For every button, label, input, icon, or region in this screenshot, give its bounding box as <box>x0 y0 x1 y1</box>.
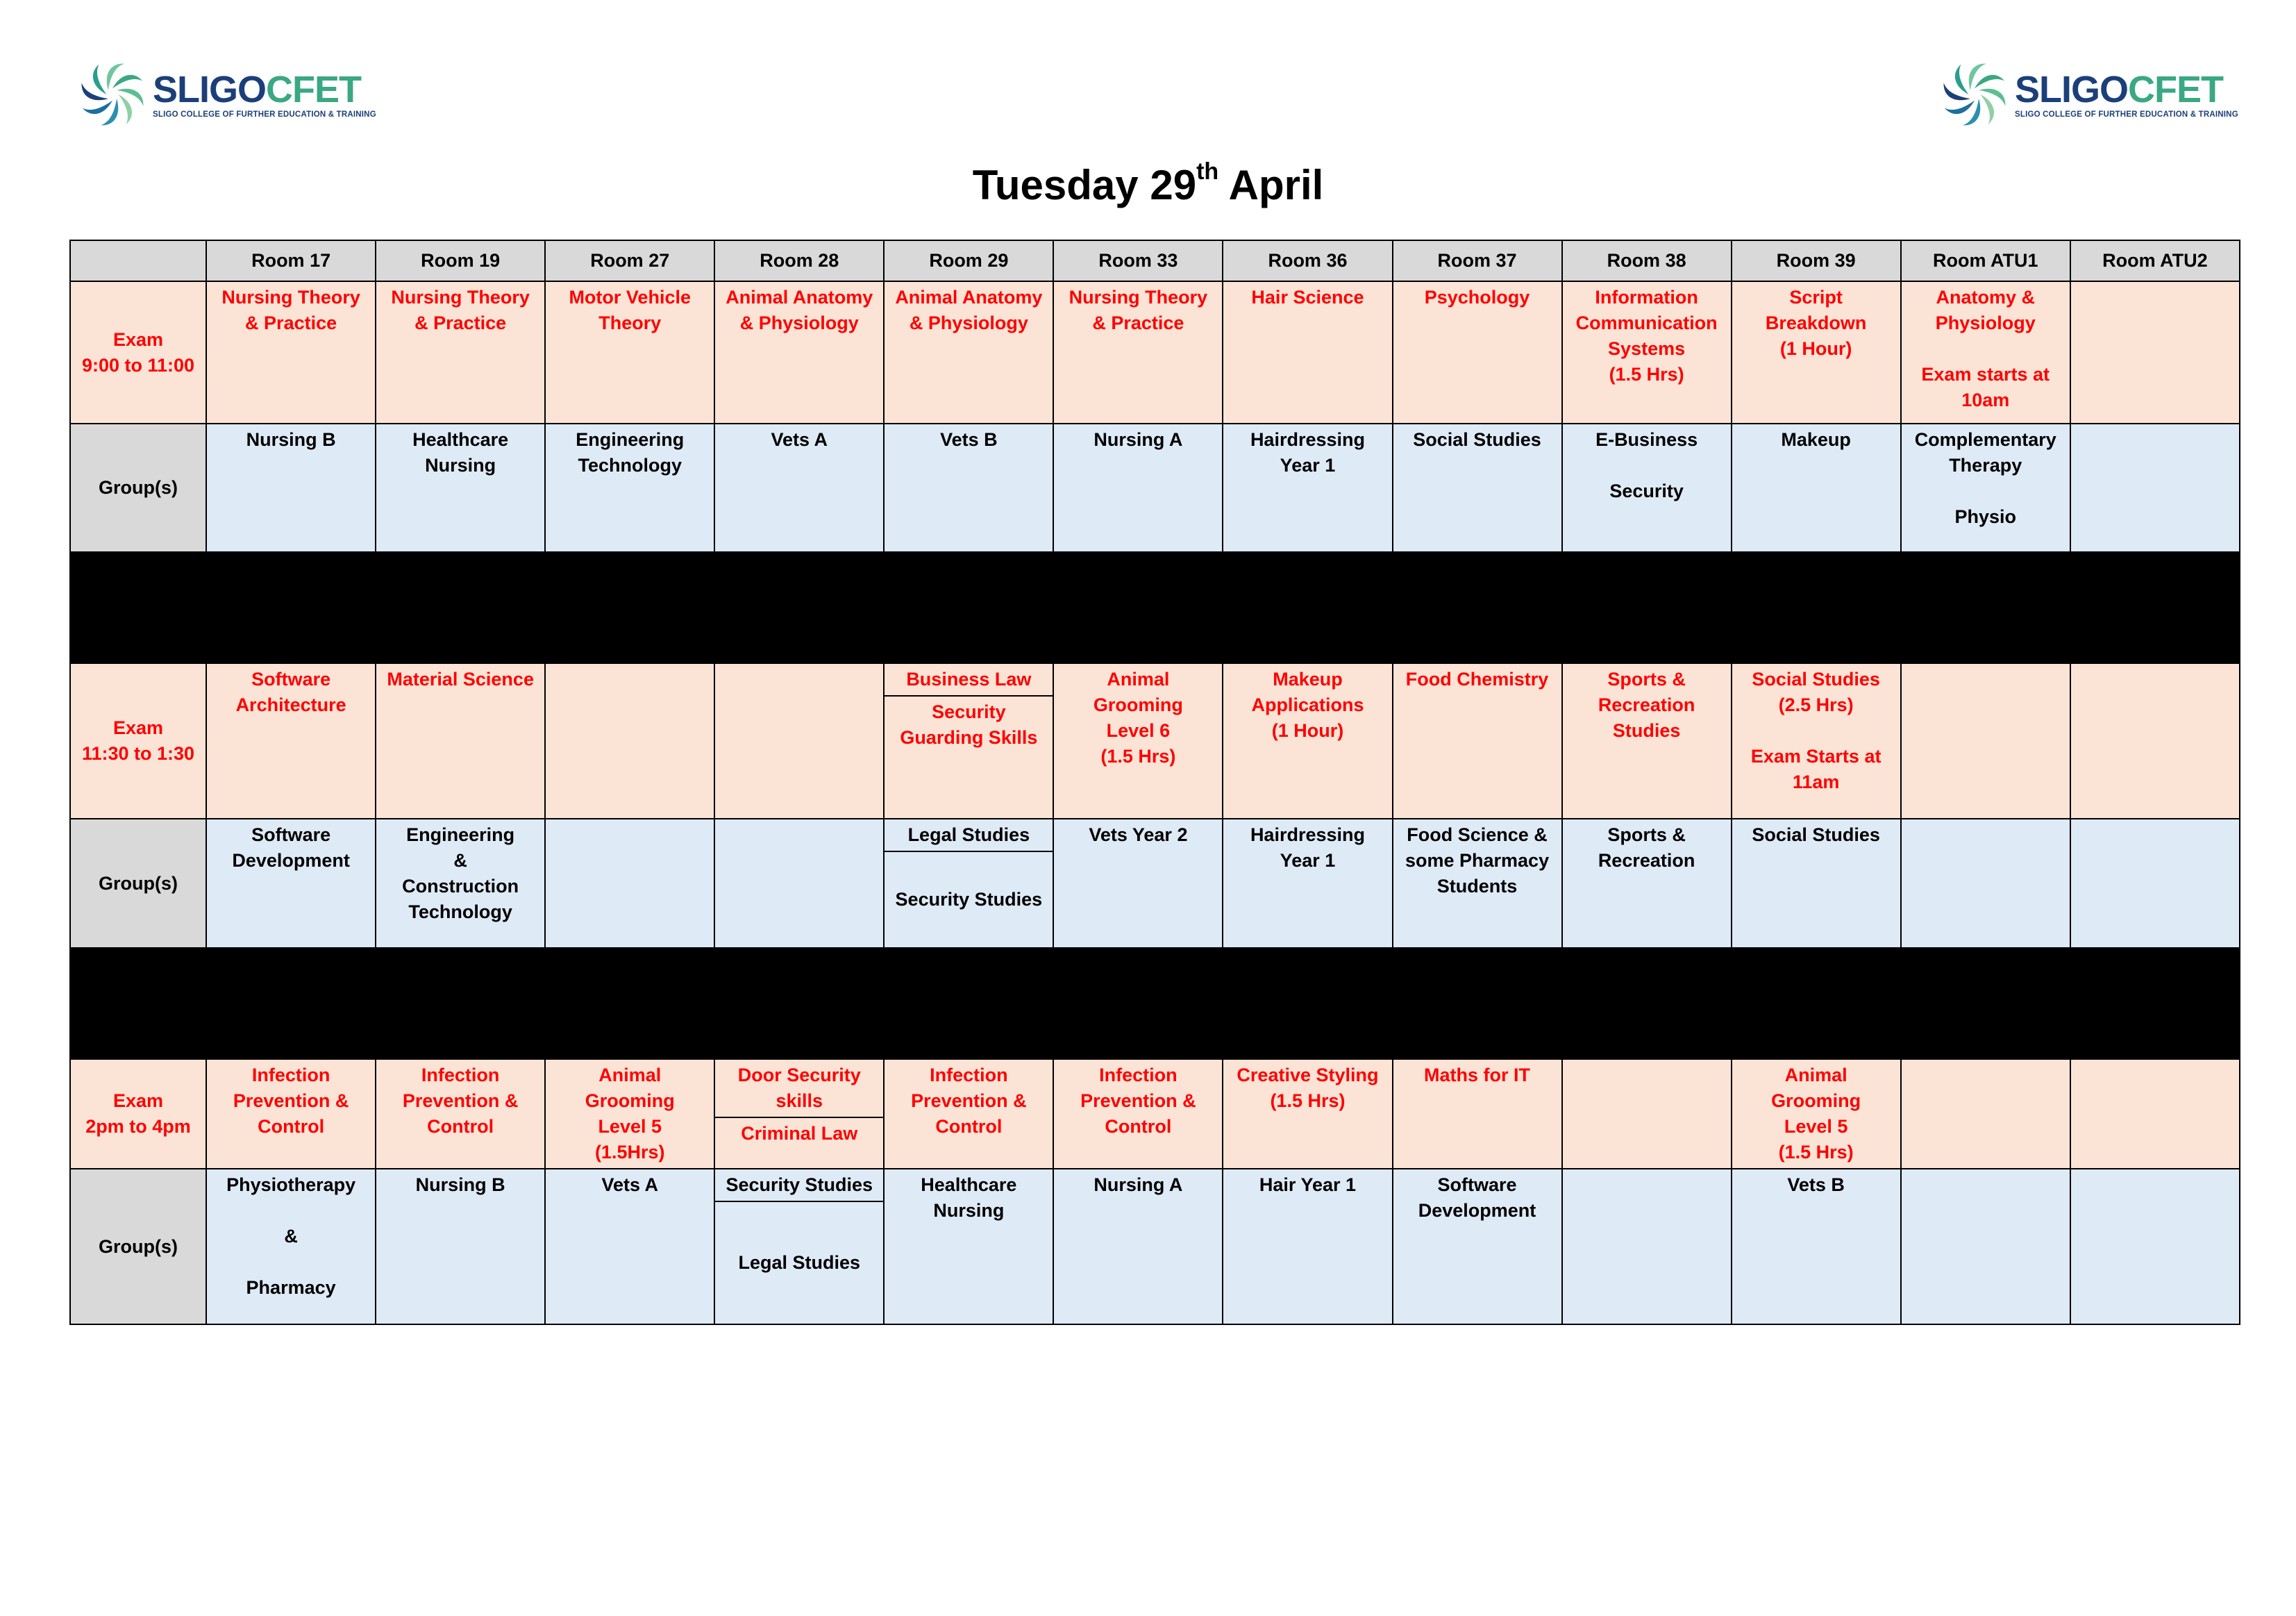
exam-cell <box>1562 1059 1732 1169</box>
exam-subject <box>546 664 714 669</box>
group-cell <box>206 424 376 552</box>
group-name: Physiotherapy & Pharmacy <box>226 1174 356 1298</box>
exam-cell <box>545 1059 714 1169</box>
group-cell <box>545 819 714 948</box>
group-cell <box>884 819 1053 948</box>
group-cell <box>1732 819 1901 948</box>
room-header: Room 39 <box>1732 240 1901 281</box>
group-cell <box>1393 1169 1562 1324</box>
exam-subject: Criminal Law <box>741 1123 858 1144</box>
group-name: Social Studies <box>1752 824 1880 845</box>
room-header: Room 17 <box>206 240 376 281</box>
group-row <box>70 1169 2240 1324</box>
exam-subject <box>2071 1060 2239 1065</box>
group-cell <box>376 819 545 948</box>
group-name <box>1902 819 2070 825</box>
group-cell <box>884 424 1053 552</box>
exam-cell <box>1732 1059 1901 1169</box>
room-header: Room 37 <box>1393 240 1562 281</box>
exam-subject: Hair Science <box>1251 287 1364 308</box>
exam-subject: Animal Grooming Level 5 (1.5 Hrs) <box>1771 1065 1861 1163</box>
break-separator <box>70 948 2240 1059</box>
exam-subject: Security Guarding Skills <box>900 701 1038 748</box>
exam-subject: Software Architecture <box>235 669 346 715</box>
group-name <box>1902 1169 2070 1175</box>
session-time-text: Exam 2pm to 4pm <box>85 1090 191 1137</box>
exam-cell <box>1393 1059 1562 1169</box>
room-header: Room 28 <box>714 240 884 281</box>
group-cell <box>545 1169 714 1324</box>
room-header-row <box>70 240 2240 281</box>
group-cell <box>1053 1169 1223 1324</box>
exam-subject <box>1563 1060 1731 1065</box>
group-name: Vets Year 2 <box>1089 824 1188 845</box>
exam-cell <box>376 663 545 819</box>
exam-cell <box>1901 281 2070 424</box>
exam-subject: Animal Grooming Level 5 (1.5Hrs) <box>585 1065 675 1163</box>
exam-cell <box>2070 281 2240 424</box>
group-cell <box>1393 424 1562 552</box>
break-separator <box>70 552 2240 663</box>
exam-subject: Infection Prevention & Control <box>233 1065 349 1137</box>
group-name: Nursing A <box>1093 429 1183 450</box>
exam-subject: Information Communication Systems (1.5 Hrs) <box>1575 287 1718 385</box>
logo-name: SLIGOCFET <box>2015 69 2224 110</box>
exam-subject: Door Security skills <box>715 1060 883 1118</box>
exam-subject: Creative Styling (1.5 Hrs) <box>1237 1065 1379 1111</box>
group-name: Security Studies <box>895 889 1043 910</box>
group-cell <box>1053 424 1223 552</box>
exam-cell <box>714 663 884 819</box>
group-name: Social Studies <box>1413 429 1541 450</box>
exam-subject: Food Chemistry <box>1405 669 1549 690</box>
logo-tagline: SLIGO COLLEGE OF FURTHER EDUCATION & TRAINING <box>2015 110 2238 119</box>
group-label-text: Group(s) <box>99 1235 178 1257</box>
exam-subject: Maths for IT <box>1424 1065 1531 1085</box>
exam-timetable <box>69 240 2240 1325</box>
group-cell <box>1901 1169 2070 1324</box>
session-time-text: Exam 9:00 to 11:00 <box>81 328 195 376</box>
exam-cell <box>1053 281 1223 424</box>
group-name: Nursing B <box>415 1174 505 1195</box>
session-time-label <box>70 1059 206 1169</box>
group-name: Complementary Therapy Physio <box>1914 429 2056 527</box>
exam-cell <box>1393 281 1562 424</box>
exam-subject <box>1902 664 2070 669</box>
exam-subject: Makeup Applications (1 Hour) <box>1251 669 1364 741</box>
exam-subject: Anatomy & Physiology Exam starts at 10am <box>1921 287 2050 410</box>
group-cell <box>884 1169 1053 1324</box>
exam-subject: Animal Grooming Level 6 (1.5 Hrs) <box>1093 669 1183 767</box>
group-cell <box>1901 819 2070 948</box>
exam-cell <box>2070 663 2240 819</box>
session-time-label <box>70 663 206 819</box>
group-cell <box>2070 424 2240 552</box>
group-cell <box>1393 819 1562 948</box>
group-name <box>2071 1169 2239 1175</box>
room-header: Room ATU2 <box>2070 240 2240 281</box>
group-name <box>546 819 714 825</box>
group-cell <box>376 424 545 552</box>
exam-subject: Social Studies (2.5 Hrs) Exam Starts at 11am <box>1750 669 1882 792</box>
group-name: Hairdressing Year 1 <box>1250 429 1365 476</box>
room-header: Room 19 <box>376 240 545 281</box>
page-title: Tuesday 29th April <box>972 158 1324 208</box>
exam-subject <box>2071 664 2239 669</box>
exam-cell <box>206 281 376 424</box>
exam-cell <box>1562 281 1732 424</box>
group-label <box>70 1169 206 1324</box>
exam-cell <box>545 663 714 819</box>
group-cell <box>376 1169 545 1324</box>
group-label-text: Group(s) <box>99 872 178 894</box>
exam-subject: Infection Prevention & Control <box>402 1065 519 1137</box>
exam-cell <box>884 281 1053 424</box>
group-name: E-Business Security <box>1595 429 1698 501</box>
exam-subject: Motor Vehicle Theory <box>569 287 691 333</box>
exam-subject: Nursing Theory & Practice <box>391 287 530 333</box>
college-logo-left <box>75 57 376 132</box>
group-name <box>715 819 883 825</box>
exam-cell <box>206 1059 376 1169</box>
exam-cell <box>206 663 376 819</box>
room-header: Room 27 <box>545 240 714 281</box>
exam-cell <box>1901 663 2070 819</box>
exam-cell <box>714 1059 884 1169</box>
group-cell <box>1732 424 1901 552</box>
group-cell <box>714 424 884 552</box>
group-cell <box>1053 819 1223 948</box>
group-name: Food Science & some Pharmacy Students <box>1405 824 1550 897</box>
group-cell <box>1562 819 1732 948</box>
group-label <box>70 424 206 552</box>
group-label-text: Group(s) <box>99 477 178 498</box>
group-name <box>2071 819 2239 825</box>
room-header: Room 33 <box>1053 240 1223 281</box>
room-header: Room 38 <box>1562 240 1732 281</box>
group-name: Healthcare Nursing <box>412 429 509 476</box>
group-name: Vets B <box>940 429 998 450</box>
exam-cell <box>1901 1059 2070 1169</box>
exam-cell <box>1223 281 1392 424</box>
exam-cell <box>1732 663 1901 819</box>
exam-cell <box>1562 663 1732 819</box>
group-name: Healthcare Nursing <box>921 1174 1017 1221</box>
group-name: Legal Studies <box>738 1252 861 1273</box>
logo-name: SLIGOCFET <box>153 69 362 110</box>
group-name: Engineering & Construction Technology <box>402 824 519 922</box>
exam-cell <box>1223 663 1392 819</box>
session-time-label <box>70 281 206 424</box>
exam-cell <box>884 1059 1053 1169</box>
exam-cell <box>2070 1059 2240 1169</box>
group-cell <box>2070 1169 2240 1324</box>
group-cell <box>545 424 714 552</box>
group-name: Engineering Technology <box>576 429 685 476</box>
exam-row <box>70 663 2240 819</box>
group-name <box>2071 424 2239 430</box>
exam-cell <box>376 281 545 424</box>
group-name: Security Studies <box>715 1169 883 1202</box>
exam-row <box>70 1059 2240 1169</box>
exam-subject: Infection Prevention & Control <box>1080 1065 1196 1137</box>
group-name: Sports & Recreation <box>1598 824 1695 871</box>
group-name: Legal Studies <box>885 819 1053 852</box>
group-cell <box>1562 424 1732 552</box>
exam-subject <box>2071 282 2239 288</box>
group-cell <box>206 819 376 948</box>
room-header: Room ATU1 <box>1901 240 2070 281</box>
exam-cell <box>1053 663 1223 819</box>
exam-subject: Animal Anatomy & Physiology <box>895 287 1043 333</box>
exam-subject: Business Law <box>885 664 1053 697</box>
exam-cell <box>884 663 1053 819</box>
group-cell <box>1562 1169 1732 1324</box>
group-name: Vets B <box>1787 1174 1845 1195</box>
exam-subject: Psychology <box>1424 287 1530 308</box>
exam-subject: Script Breakdown (1 Hour) <box>1765 287 1867 359</box>
group-name <box>1563 1169 1731 1175</box>
group-cell <box>714 1169 884 1324</box>
exam-subject <box>715 664 883 669</box>
session-time-text: Exam 11:30 to 1:30 <box>81 717 195 764</box>
exam-cell <box>714 281 884 424</box>
group-cell <box>714 819 884 948</box>
group-cell <box>1223 1169 1392 1324</box>
group-row <box>70 819 2240 948</box>
room-header: Room 29 <box>884 240 1053 281</box>
exam-subject: Infection Prevention & Control <box>911 1065 1027 1137</box>
break-bar <box>70 948 2240 1059</box>
exam-subject: Sports & Recreation Studies <box>1598 669 1695 741</box>
group-cell <box>1223 424 1392 552</box>
group-cell <box>1901 424 2070 552</box>
group-name: Vets A <box>601 1174 658 1195</box>
exam-cell <box>545 281 714 424</box>
group-name: Software Development <box>1418 1174 1536 1221</box>
break-bar <box>70 552 2240 663</box>
exam-subject: Nursing Theory & Practice <box>1069 287 1208 333</box>
group-row <box>70 424 2240 552</box>
exam-row <box>70 281 2240 424</box>
exam-subject: Material Science <box>387 669 534 690</box>
group-name: Nursing A <box>1093 1174 1183 1195</box>
logo-tagline: SLIGO COLLEGE OF FURTHER EDUCATION & TRAINING <box>153 110 376 119</box>
exam-cell <box>1393 663 1562 819</box>
corner-cell <box>70 240 206 281</box>
group-name: Vets A <box>771 429 828 450</box>
group-cell <box>1732 1169 1901 1324</box>
college-logo-right <box>1937 57 2238 132</box>
spiral-logo-icon <box>1937 57 2012 132</box>
exam-cell <box>1053 1059 1223 1169</box>
group-label <box>70 819 206 948</box>
exam-subject: Nursing Theory & Practice <box>221 287 360 333</box>
exam-subject <box>1902 1060 2070 1065</box>
spiral-logo-icon <box>75 57 150 132</box>
exam-cell <box>1223 1059 1392 1169</box>
group-cell <box>1223 819 1392 948</box>
exam-subject: Animal Anatomy & Physiology <box>726 287 873 333</box>
group-cell <box>206 1169 376 1324</box>
room-header: Room 36 <box>1223 240 1392 281</box>
exam-cell <box>1732 281 1901 424</box>
group-name: Hairdressing Year 1 <box>1250 824 1365 871</box>
group-name: Software Development <box>232 824 350 871</box>
group-name: Makeup <box>1781 429 1851 450</box>
group-name: Hair Year 1 <box>1259 1174 1357 1195</box>
group-cell <box>2070 819 2240 948</box>
group-name: Nursing B <box>246 429 336 450</box>
exam-cell <box>376 1059 545 1169</box>
